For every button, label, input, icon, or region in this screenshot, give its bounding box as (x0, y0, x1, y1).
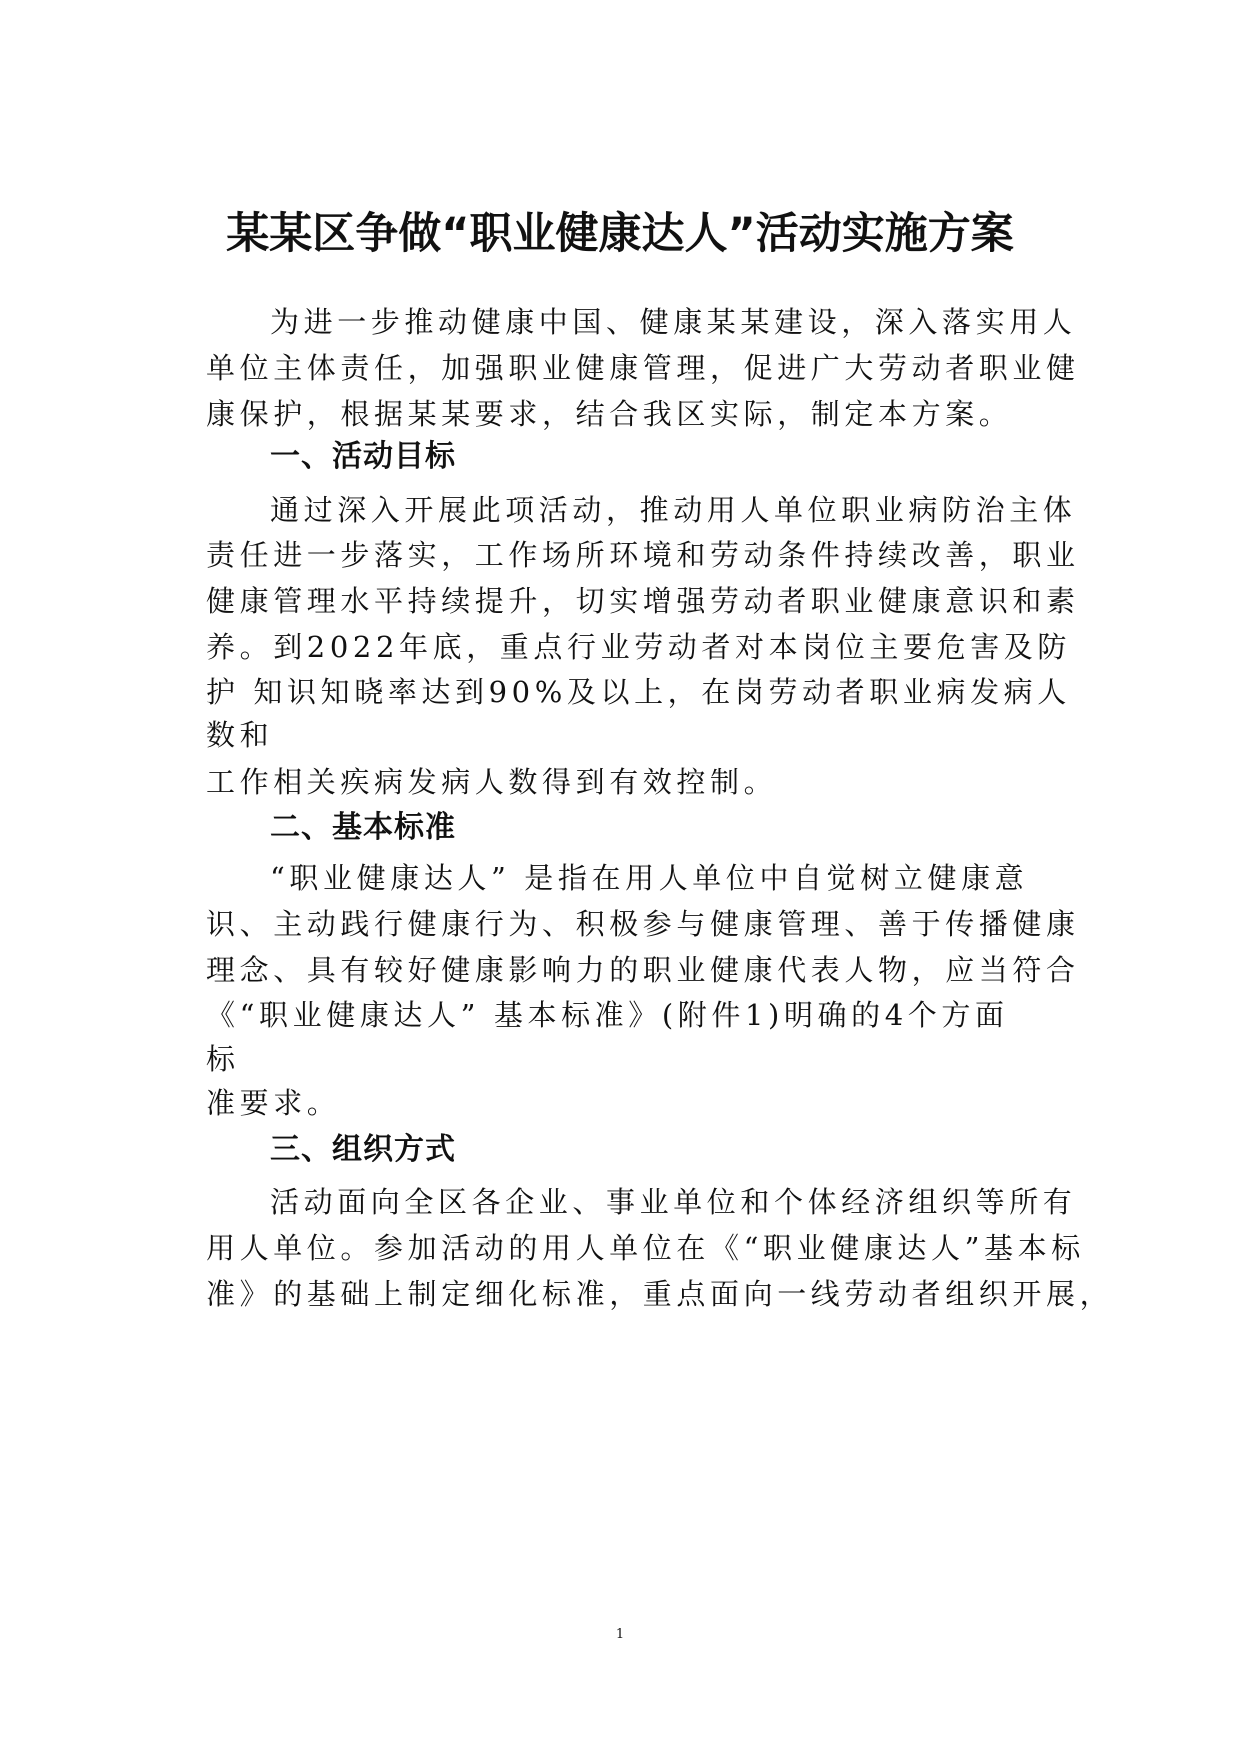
intro-line-1: 为进一步推动健康中国、健康某某建设，深入落实用人 (270, 305, 1077, 339)
organization-line-3: 准》的基础上制定细化标准，重点面向一线劳动者组织开展， (206, 1277, 1114, 1311)
standards-line-4: 《“职业健康达人” 基本标准》(附件1)明确的4个方面 (206, 998, 1009, 1032)
intro-line-3: 康保护，根据某某要求，结合我区实际，制定本方案。 (206, 397, 1013, 431)
section-heading-goals: 一、活动目标 (270, 439, 456, 474)
goals-line-4: 养。到2022年底，重点行业劳动者对本岗位主要危害及防 (206, 630, 1072, 664)
standards-line-2: 识、主动践行健康行为、积极参与健康管理、善于传播健康 (206, 907, 1080, 941)
standards-line-6: 准要求。 (206, 1086, 341, 1120)
goals-line-7: 工作相关疾病发病人数得到有效控制。 (206, 765, 778, 799)
goals-line-3: 健康管理水平持续提升，切实增强劳动者职业健康意识和素 (206, 584, 1080, 618)
standards-line-5: 标 (206, 1042, 240, 1076)
section-heading-standards: 二、基本标准 (270, 810, 456, 845)
intro-line-2: 单位主体责任，加强职业健康管理，促进广大劳动者职业健 (206, 351, 1080, 385)
goals-line-2: 责任进一步落实，工作场所环境和劳动条件持续改善，职业 (206, 538, 1080, 572)
standards-line-1: “职业健康达人” 是指在用人单位中自觉树立健康意 (270, 861, 1029, 895)
organization-line-1: 活动面向全区各企业、事业单位和个体经济组织等所有 (270, 1185, 1077, 1219)
goals-line-1: 通过深入开展此项活动，推动用人单位职业病防治主体 (270, 493, 1077, 527)
section-heading-organization: 三、组织方式 (270, 1132, 456, 1167)
standards-line-3: 理念、具有较好健康影响力的职业健康代表人物，应当符合 (206, 953, 1080, 987)
page-number: 1 (615, 1627, 625, 1642)
document-title: 某某区争做“职业健康达人”活动实施方案 (226, 209, 1014, 259)
organization-line-2: 用人单位。参加活动的用人单位在《“职业健康达人”基本标 (206, 1231, 1085, 1265)
goals-line-5: 护 知识知晓率达到90%及以上，在岗劳动者职业病发病人 (206, 675, 1071, 709)
goals-line-6: 数和 (206, 718, 274, 752)
